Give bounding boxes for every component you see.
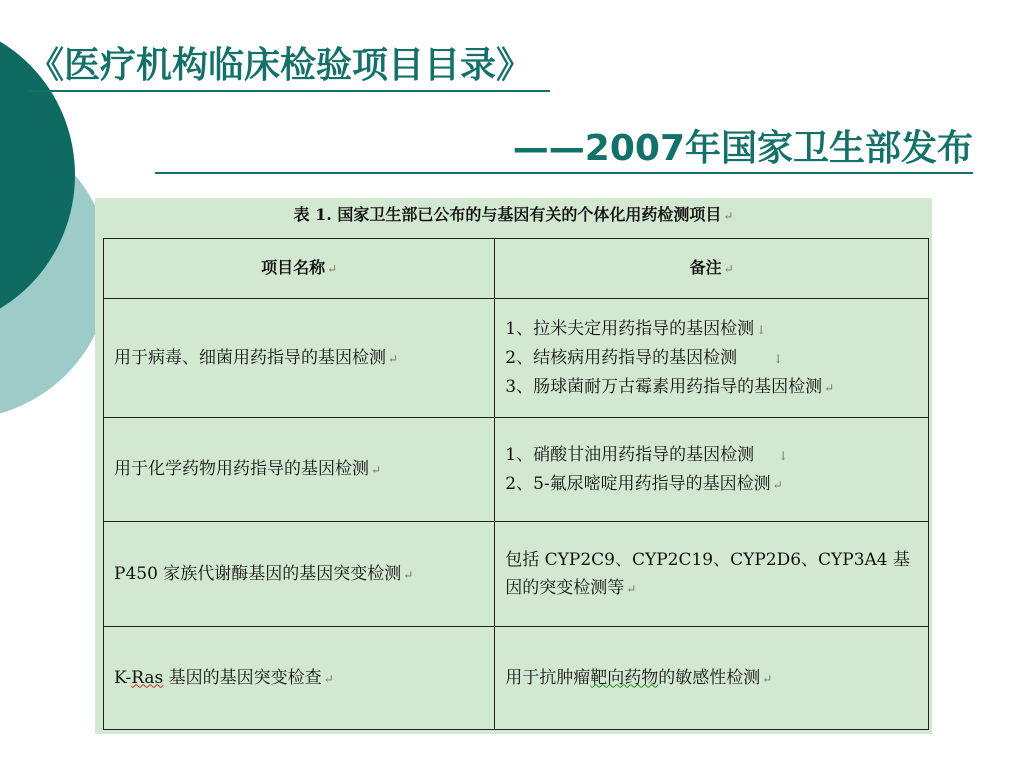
spellcheck-underlined-text: Ras <box>131 667 164 688</box>
table-row <box>104 299 929 418</box>
project-name-cell: 用于病毒、细菌用药指导的基因检测 ↵ <box>104 299 495 418</box>
project-name-cell: K-Ras 基因的基因突变检查 ↵ <box>104 627 495 730</box>
line-break-mark-icon: ↓ <box>778 448 789 463</box>
table-row <box>104 522 929 627</box>
paragraph-mark-icon: ↵ <box>824 380 835 395</box>
header-remarks: 备注 ↵ <box>495 239 929 299</box>
header-project-name: 项目名称 ↵ <box>104 239 495 299</box>
remark-line: 2、结核病用药指导的基因检测 ↓ <box>505 347 784 368</box>
paragraph-mark-icon: ↵ <box>723 209 734 223</box>
paragraph-mark-icon: ↵ <box>626 581 637 596</box>
slide-subtitle: ——2007年国家卫生部发布 <box>155 126 973 174</box>
remarks-cell: 用于抗肿瘤靶向药物的敏感性检测 ↵ <box>495 627 929 730</box>
table-caption <box>95 202 932 229</box>
grammar-underlined-text: 靶向药物 <box>590 667 659 688</box>
paragraph-mark-icon: ↵ <box>388 351 399 366</box>
table-header-row <box>104 239 929 299</box>
paragraph-mark-icon: ↵ <box>723 262 734 276</box>
line-break-mark-icon: ↓ <box>756 322 767 337</box>
remarks-cell <box>495 299 929 418</box>
line-break-mark-icon: ↓ <box>773 351 784 366</box>
table-caption-text: 表 1. 国家卫生部已公布的与基因有关的个体化用药检测项目 <box>293 205 722 224</box>
paragraph-mark-icon: ↵ <box>762 671 773 686</box>
table-panel <box>95 198 932 734</box>
slide-title: 《医疗机构临床检验项目目录》 <box>28 42 550 92</box>
paragraph-mark-icon: ↵ <box>371 463 382 477</box>
paragraph-mark-icon: ↵ <box>327 262 338 276</box>
remark-line: 2、5-氟尿嘧啶用药指导的基因检测 ↵ <box>505 473 783 494</box>
paragraph-mark-icon: ↵ <box>403 567 414 582</box>
remark-line: 包括 CYP2C9、CYP2C19、CYP2D6、CYP3A4 基因的突变检测等 ↵ <box>505 549 911 598</box>
remark-line: 1、硝酸甘油用药指导的基因检测 ↓ <box>505 444 789 465</box>
remark-line: 3、肠球菌耐万古霉素用药指导的基因检测 ↵ <box>505 376 835 397</box>
project-name-cell: 用于化学药物用药指导的基因检测 ↵ <box>104 418 495 522</box>
table-row <box>104 418 929 522</box>
paragraph-mark-icon: ↵ <box>323 671 334 686</box>
table-row <box>104 627 929 730</box>
remarks-cell <box>495 418 929 522</box>
gene-test-table <box>103 238 929 730</box>
remark-line: 1、拉米夫定用药指导的基因检测 ↓ <box>505 318 767 339</box>
project-name-cell: P450 家族代谢酶基因的基因突变检测 ↵ <box>104 522 495 627</box>
remarks-cell <box>495 522 929 627</box>
paragraph-mark-icon: ↵ <box>772 477 783 492</box>
